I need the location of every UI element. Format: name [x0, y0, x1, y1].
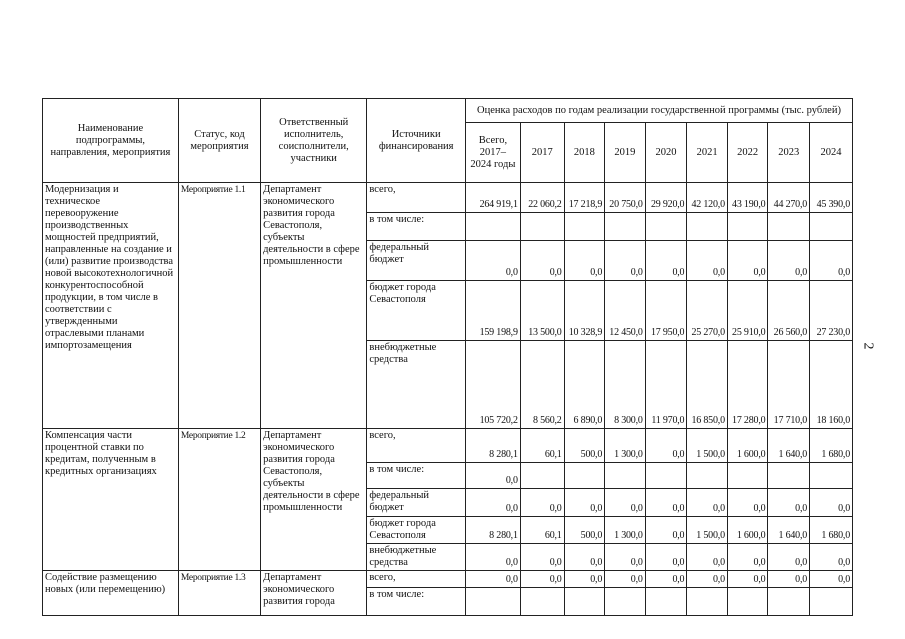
amount-cell: 0,0 [645, 429, 687, 463]
amount-cell: 500,0 [564, 429, 605, 463]
amount-cell: 0,0 [810, 241, 853, 281]
amount-cell: 13 500,0 [520, 281, 564, 341]
header-year: 2022 [727, 123, 768, 183]
funding-source: бюджет города Севастополя [367, 281, 466, 341]
amount-cell: 0,0 [520, 571, 564, 588]
amount-cell [810, 213, 853, 241]
amount-cell: 17 710,0 [768, 341, 810, 429]
amount-cell [727, 588, 768, 616]
funding-source: федеральный бюджет [367, 241, 466, 281]
header-year: 2019 [605, 123, 646, 183]
amount-cell: 1 500,0 [687, 517, 728, 544]
amount-cell [687, 463, 728, 489]
amount-cell: 1 500,0 [687, 429, 728, 463]
measure-name: Содействие размещению новых (или перемещению) [43, 571, 179, 616]
amount-cell: 42 120,0 [687, 183, 728, 213]
header-year: 2023 [768, 123, 810, 183]
funding-source: всего, [367, 571, 466, 588]
amount-cell [564, 463, 605, 489]
amount-cell: 0,0 [466, 241, 521, 281]
measure-status: Мероприятие 1.2 [178, 429, 260, 571]
amount-cell: 0,0 [687, 544, 728, 571]
amount-cell: 0,0 [605, 241, 646, 281]
amount-cell: 0,0 [466, 544, 521, 571]
amount-cell: 44 270,0 [768, 183, 810, 213]
funding-source: всего, [367, 429, 466, 463]
amount-cell: 0,0 [645, 571, 687, 588]
measure-name: Компенсация части процентной ставки по кредитам, полученным в кредитных организациях [43, 429, 179, 571]
amount-cell: 0,0 [810, 489, 853, 517]
amount-cell: 17 950,0 [645, 281, 687, 341]
amount-cell [564, 213, 605, 241]
amount-cell [727, 463, 768, 489]
amount-cell: 0,0 [605, 544, 646, 571]
funding-source: федеральный бюджет [367, 489, 466, 517]
header-total: Всего, 2017– 2024 годы [466, 123, 521, 183]
measure-executor: Департамент экономического развития города [261, 571, 367, 616]
amount-cell: 43 190,0 [727, 183, 768, 213]
header-year: 2021 [687, 123, 728, 183]
amount-cell: 0,0 [768, 489, 810, 517]
amount-cell: 29 920,0 [645, 183, 687, 213]
amount-cell [645, 588, 687, 616]
amount-cell: 20 750,0 [605, 183, 646, 213]
amount-cell: 1 300,0 [605, 429, 646, 463]
amount-cell [687, 213, 728, 241]
amount-cell: 0,0 [810, 571, 853, 588]
amount-cell: 0,0 [645, 544, 687, 571]
amount-cell: 8 300,0 [605, 341, 646, 429]
amount-cell [466, 213, 521, 241]
amount-cell [466, 588, 521, 616]
amount-cell: 26 560,0 [768, 281, 810, 341]
amount-cell [768, 463, 810, 489]
budget-table [42, 98, 853, 616]
funding-source: всего, [367, 183, 466, 213]
amount-cell [810, 463, 853, 489]
amount-cell: 12 450,0 [605, 281, 646, 341]
amount-cell: 264 919,1 [466, 183, 521, 213]
amount-cell: 8 280,1 [466, 429, 521, 463]
amount-cell: 0,0 [810, 544, 853, 571]
header-year: 2017 [520, 123, 564, 183]
amount-cell: 0,0 [768, 241, 810, 281]
amount-cell [768, 588, 810, 616]
amount-cell: 27 230,0 [810, 281, 853, 341]
amount-cell: 11 970,0 [645, 341, 687, 429]
header-year: 2024 [810, 123, 853, 183]
funding-source: бюджет города Севастополя [367, 517, 466, 544]
amount-cell: 1 300,0 [605, 517, 646, 544]
amount-cell: 0,0 [727, 571, 768, 588]
amount-cell [605, 463, 646, 489]
amount-cell: 10 328,9 [564, 281, 605, 341]
header-status: Статус, код мероприятия [178, 99, 260, 183]
amount-cell: 0,0 [466, 463, 521, 489]
amount-cell: 0,0 [605, 489, 646, 517]
measure-status: Мероприятие 1.3 [178, 571, 260, 616]
amount-cell: 0,0 [768, 571, 810, 588]
amount-cell: 500,0 [564, 517, 605, 544]
amount-cell: 0,0 [645, 517, 687, 544]
header-year: 2020 [645, 123, 687, 183]
amount-cell: 25 910,0 [727, 281, 768, 341]
funding-source: в том числе: [367, 588, 466, 616]
amount-cell: 22 060,2 [520, 183, 564, 213]
amount-cell: 0,0 [520, 489, 564, 517]
amount-cell: 1 640,0 [768, 517, 810, 544]
amount-cell: 17 218,9 [564, 183, 605, 213]
amount-cell: 0,0 [466, 571, 521, 588]
amount-cell: 1 680,0 [810, 429, 853, 463]
measure-executor: Департамент экономического развития города Севастополя, субъекты деятельности в сфере промышленности [261, 429, 367, 571]
amount-cell: 16 850,0 [687, 341, 728, 429]
amount-cell: 0,0 [687, 571, 728, 588]
amount-cell: 0,0 [520, 544, 564, 571]
header-sources: Источники финансирования [367, 99, 466, 183]
table-row [43, 183, 853, 213]
amount-cell: 0,0 [645, 489, 687, 517]
funding-source: в том числе: [367, 213, 466, 241]
amount-cell: 0,0 [605, 571, 646, 588]
amount-cell: 0,0 [768, 544, 810, 571]
amount-cell: 159 198,9 [466, 281, 521, 341]
page-number: 2 [860, 342, 876, 350]
amount-cell: 0,0 [564, 544, 605, 571]
amount-cell: 1 640,0 [768, 429, 810, 463]
measure-name: Модернизация и техническое перевооружение производственных мощностей предприятий, направленные на создание и (или) развитие производства новой высокотехнологичной конкурентоспособной продукции, в том числе в соответствии с утвержденными отраслевыми планами импортозамещения [43, 183, 179, 429]
amount-cell [564, 588, 605, 616]
measure-status: Мероприятие 1.1 [178, 183, 260, 429]
measure-executor: Департамент экономического развития города Севастополя, субъекты деятельности в сфере промышленности [261, 183, 367, 429]
amount-cell: 0,0 [727, 544, 768, 571]
amount-cell: 25 270,0 [687, 281, 728, 341]
amount-cell: 0,0 [564, 489, 605, 517]
amount-cell: 6 890,0 [564, 341, 605, 429]
amount-cell [727, 213, 768, 241]
amount-cell: 60,1 [520, 429, 564, 463]
header-name: Наименование подпрограммы, направления, мероприятия [43, 99, 179, 183]
amount-cell: 0,0 [687, 489, 728, 517]
amount-cell: 0,0 [466, 489, 521, 517]
funding-source: внебюджетные средства [367, 341, 466, 429]
amount-cell: 8 560,2 [520, 341, 564, 429]
amount-cell [810, 588, 853, 616]
amount-cell [645, 213, 687, 241]
amount-cell: 105 720,2 [466, 341, 521, 429]
amount-cell: 0,0 [564, 241, 605, 281]
amount-cell [520, 213, 564, 241]
table-row [43, 429, 853, 463]
amount-cell [520, 588, 564, 616]
amount-cell: 1 600,0 [727, 429, 768, 463]
funding-source: внебюджетные средства [367, 544, 466, 571]
amount-cell: 1 680,0 [810, 517, 853, 544]
amount-cell: 0,0 [687, 241, 728, 281]
amount-cell: 0,0 [520, 241, 564, 281]
amount-cell: 0,0 [727, 489, 768, 517]
funding-source: в том числе: [367, 463, 466, 489]
amount-cell: 0,0 [564, 571, 605, 588]
amount-cell: 60,1 [520, 517, 564, 544]
header-estimate: Оценка расходов по годам реализации государственной программы (тыс. рублей) [466, 99, 853, 123]
amount-cell [687, 588, 728, 616]
header-year: 2018 [564, 123, 605, 183]
amount-cell: 18 160,0 [810, 341, 853, 429]
amount-cell: 17 280,0 [727, 341, 768, 429]
amount-cell [645, 463, 687, 489]
amount-cell [768, 213, 810, 241]
table-row [43, 571, 853, 588]
amount-cell [605, 588, 646, 616]
amount-cell [605, 213, 646, 241]
amount-cell [520, 463, 564, 489]
amount-cell: 45 390,0 [810, 183, 853, 213]
amount-cell: 0,0 [727, 241, 768, 281]
header-executor: Ответственный исполнитель, соисполнители, участники [261, 99, 367, 183]
amount-cell: 0,0 [645, 241, 687, 281]
amount-cell: 1 600,0 [727, 517, 768, 544]
amount-cell: 8 280,1 [466, 517, 521, 544]
